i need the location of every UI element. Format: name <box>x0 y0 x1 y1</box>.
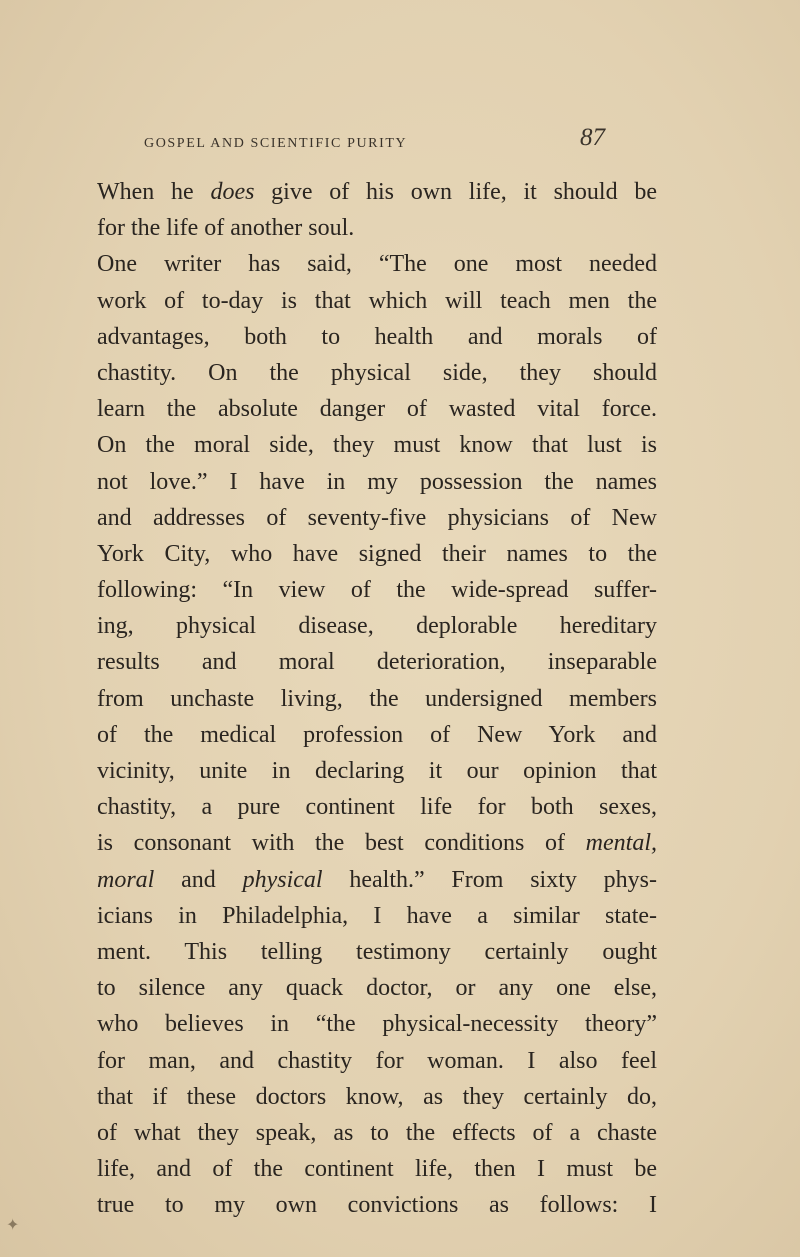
italic-text-run: does <box>210 179 255 205</box>
text-line <box>97 1187 657 1223</box>
text-run: of what they speak, as to the effects of a chaste <box>97 1119 657 1146</box>
text-run: results and moral deterioration, inseparable <box>97 649 657 676</box>
text-run: York City, who have signed their names to the <box>97 540 657 567</box>
text-run: When he <box>97 179 211 205</box>
text-line <box>97 1115 657 1151</box>
text-line <box>97 970 657 1006</box>
text-run: from unchaste living, the undersigned members <box>97 685 657 712</box>
text-line <box>97 536 657 572</box>
text-line <box>97 753 657 789</box>
text-run: give of his own life, it should be <box>254 179 657 205</box>
text-line <box>97 283 657 319</box>
text-run: for man, and chastity for woman. I also feel <box>97 1047 657 1074</box>
text-run: and addresses of seventy-five physicians of New <box>97 504 657 531</box>
text-line <box>97 246 657 282</box>
text-run: work of to-day is that which will teach men the <box>97 287 657 314</box>
text-line <box>97 1151 657 1187</box>
text-run: is consonant with the best conditions of <box>97 830 586 857</box>
text-run: that if these doctors know, as they certainly do, <box>97 1083 657 1110</box>
text-line <box>97 500 657 536</box>
text-line <box>97 174 657 210</box>
text-line <box>97 862 657 898</box>
body-text <box>97 174 657 1223</box>
text-line <box>97 319 657 355</box>
text-line <box>97 210 657 246</box>
italic-text-run: physical <box>242 866 323 893</box>
text-run: chastity. On the physical side, they should <box>97 359 657 386</box>
text-run: icians in Philadelphia, I have a similar state- <box>97 902 657 929</box>
text-run: not love.” I have in my possession the names <box>97 468 657 495</box>
text-run: advantages, both to health and morals of <box>97 323 657 350</box>
text-run: true to my own convictions as follows: I <box>97 1192 657 1219</box>
text-line <box>97 825 657 861</box>
text-line <box>97 464 657 500</box>
text-run: of the medical profession of New York and <box>97 721 657 748</box>
text-line <box>97 717 657 753</box>
text-run: ment. This telling testimony certainly ought <box>97 938 657 965</box>
text-run: On the moral side, they must know that lust is <box>97 432 657 459</box>
page-number: 87 <box>580 124 605 151</box>
text-line <box>97 1079 657 1115</box>
text-run: health.” From sixty phys- <box>322 866 658 893</box>
text-line <box>97 355 657 391</box>
text-run: vicinity, unite in declaring it our opinion that <box>97 758 657 784</box>
text-run: and <box>154 866 243 893</box>
text-run: life, and of the continent life, then I must be <box>97 1156 657 1183</box>
running-title: GOSPEL AND SCIENTIFIC PURITY <box>144 136 408 151</box>
text-line <box>97 608 657 644</box>
text-line <box>97 572 657 608</box>
text-run: One writer has said, “The one most needed <box>97 251 657 278</box>
text-line <box>97 1043 657 1079</box>
text-run: who believes in “the physical-necessity theory” <box>97 1011 657 1038</box>
text-run: learn the absolute danger of wasted vital force. <box>97 396 657 423</box>
text-line <box>97 898 657 934</box>
italic-text-run: mental, <box>585 830 657 857</box>
text-run: ing, physical disease, deplorable hereditary <box>97 613 657 640</box>
italic-text-run: moral <box>97 866 155 893</box>
text-line <box>97 644 657 680</box>
text-run: to silence any quack doctor, or any one else, <box>97 975 657 1002</box>
text-line <box>97 391 657 427</box>
text-line <box>97 789 657 825</box>
text-run: chastity, a pure continent life for both sexes, <box>97 794 657 821</box>
text-line <box>97 681 657 717</box>
text-line <box>97 934 657 970</box>
text-line <box>97 1006 657 1042</box>
text-run: for the life of another soul. <box>97 215 355 242</box>
ink-blot-decoration: ✦ <box>6 1217 20 1234</box>
text-line <box>97 427 657 463</box>
text-run: following: “In view of the wide-spread suffer- <box>97 577 657 604</box>
